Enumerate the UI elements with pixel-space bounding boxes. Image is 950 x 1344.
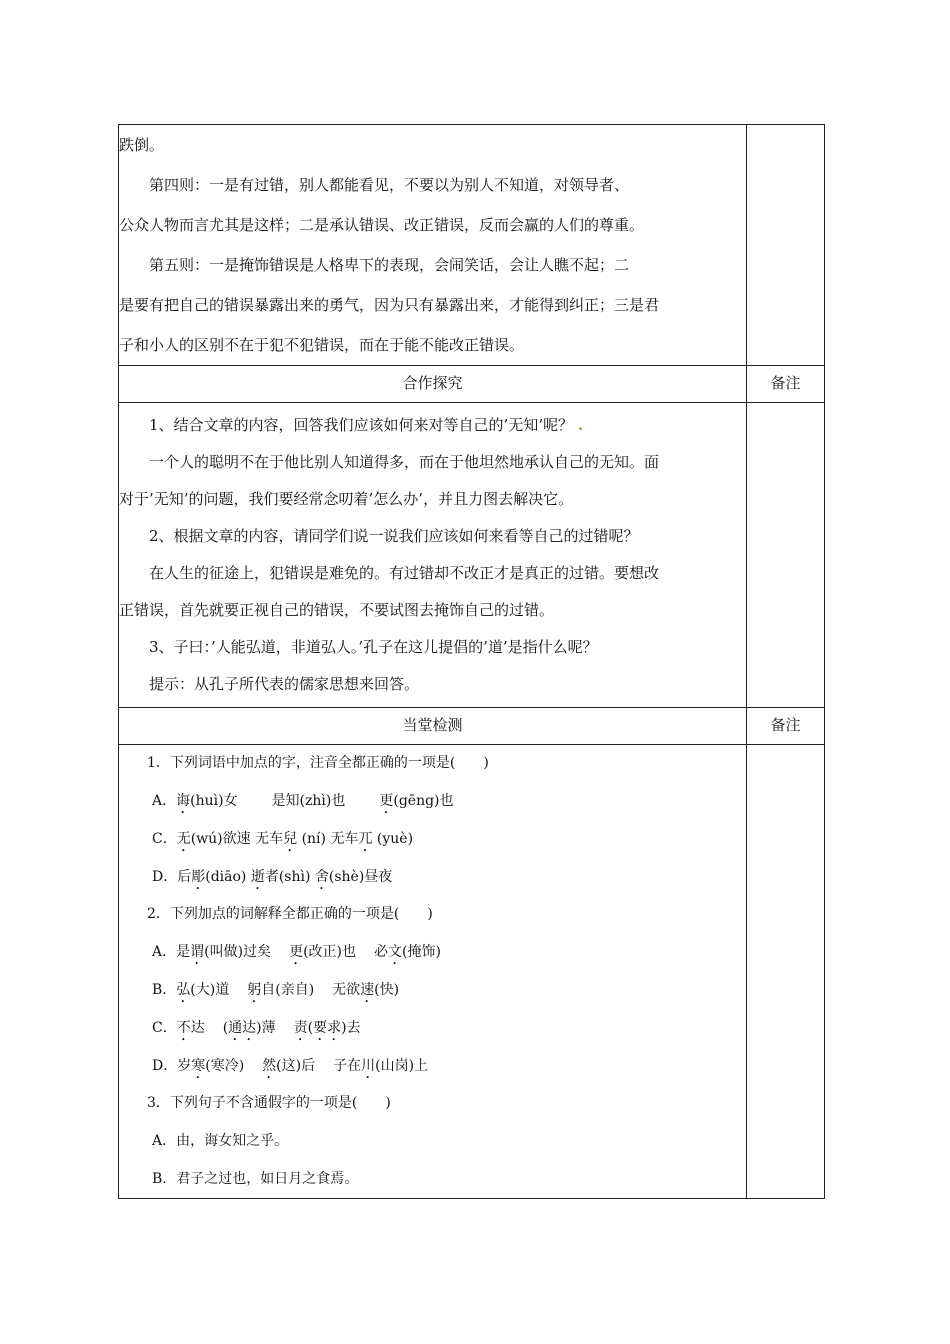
q3-option-b: B．君子之过也，如日月之食焉。 [152, 1171, 359, 1187]
section3-title: 当堂检测 [119, 708, 747, 745]
section2-note-cell [747, 403, 825, 708]
answer-line: 对于’无知’的问题，我们要经常念叨着’怎么办’，并且力图去解决它。 [119, 490, 574, 508]
text-line: 公众人物而言尤其是这样；二是承认错误、改正错误，反而会赢的人们的尊重。 [119, 216, 645, 234]
stray-mark-icon: . [577, 416, 584, 434]
worksheet [118, 124, 824, 1190]
question-3: 3．下列句子不含通假字的一项是( ) [147, 1095, 391, 1111]
section2-header-row [119, 366, 825, 403]
q2-option-b: B．弘(大)道 躬自(亲自) 无欲速(快) [152, 982, 400, 998]
q2-option-d: D．岁寒(寒冷) 然(这)后 子在川(山岗)上 [152, 1058, 429, 1074]
q1-option-c: C．无(wú)欲速 无车兒 (ní) 无车兀 (yuè) [152, 831, 414, 847]
q2-option-c: C．不达 (通达)薄 责(要求)去 [152, 1020, 361, 1036]
section3-content [119, 745, 747, 1199]
text-line: 是要有把自己的错误暴露出来的勇气，因为只有暴露出来，才能得到纠正；三是君 [119, 296, 660, 314]
answer-line: 正错误，首先就要正视自己的错误，不要试图去掩饰自己的过错。 [119, 601, 555, 619]
section1-note-cell [747, 125, 825, 366]
worksheet-table [118, 124, 825, 1199]
q3-option-a: A．由，诲女知之乎。 [152, 1133, 289, 1149]
hint-line: 提示：从孔子所代表的儒家思想来回答。 [149, 675, 420, 693]
section2-content [119, 403, 747, 708]
question-line: 3、子曰：’人能弘道，非道弘人。’孔子在这儿提倡的’道’是指什么呢？ [149, 638, 598, 656]
section2-title: 合作探究 [119, 366, 747, 403]
answer-line: 在人生的征途上，犯错误是难免的。有过错却不改正才是真正的过错。要想改 [149, 564, 660, 582]
q1-option-d: D．后彫(diāo) 逝者(shì) 舍(shè)昼夜 [152, 869, 393, 885]
answer-line: 一个人的聪明不在于他比别人知道得多，而在于他坦然地承认自己的无知。面 [149, 453, 660, 471]
section3-note-cell [747, 745, 825, 1199]
question-line: 1、结合文章的内容，回答我们应该如何来对等自己的’无知’呢？ . [149, 416, 584, 434]
q2-option-a: A．是谓(叫做)过矣 更(改正)也 必文(掩饰) [152, 944, 441, 960]
question-line: 2、根据文章的内容，请同学们说一说我们应该如何来看等自己的过错呢？ [149, 527, 639, 545]
section1-content [119, 125, 747, 366]
text-line: 子和小人的区别不在于犯不犯错误，而在于能不能改正错误。 [119, 336, 525, 354]
q1-option-a: A．诲(huì)女 是知(zhì)也 更(gēng)也 [152, 793, 454, 809]
section3-note-label: 备注 [747, 708, 825, 745]
section2-note-label: 备注 [747, 366, 825, 403]
section3-header-row [119, 708, 825, 745]
text-line: 跌倒。 [119, 136, 165, 154]
section2-row [119, 403, 825, 708]
section3-row [119, 745, 825, 1199]
question-1: 1．下列词语中加点的字，注音全都正确的一项是( ) [147, 755, 489, 771]
text-line: 第五则：一是掩饰错误是人格卑下的表现，会闹笑话，会让人瞧不起；二 [149, 256, 630, 274]
text-line: 第四则：一是有过错，别人都能看见，不要以为别人不知道，对领导者、 [149, 176, 630, 194]
section1-row [119, 125, 825, 366]
question-2: 2．下列加点的词解释全都正确的一项是( ) [147, 906, 433, 922]
